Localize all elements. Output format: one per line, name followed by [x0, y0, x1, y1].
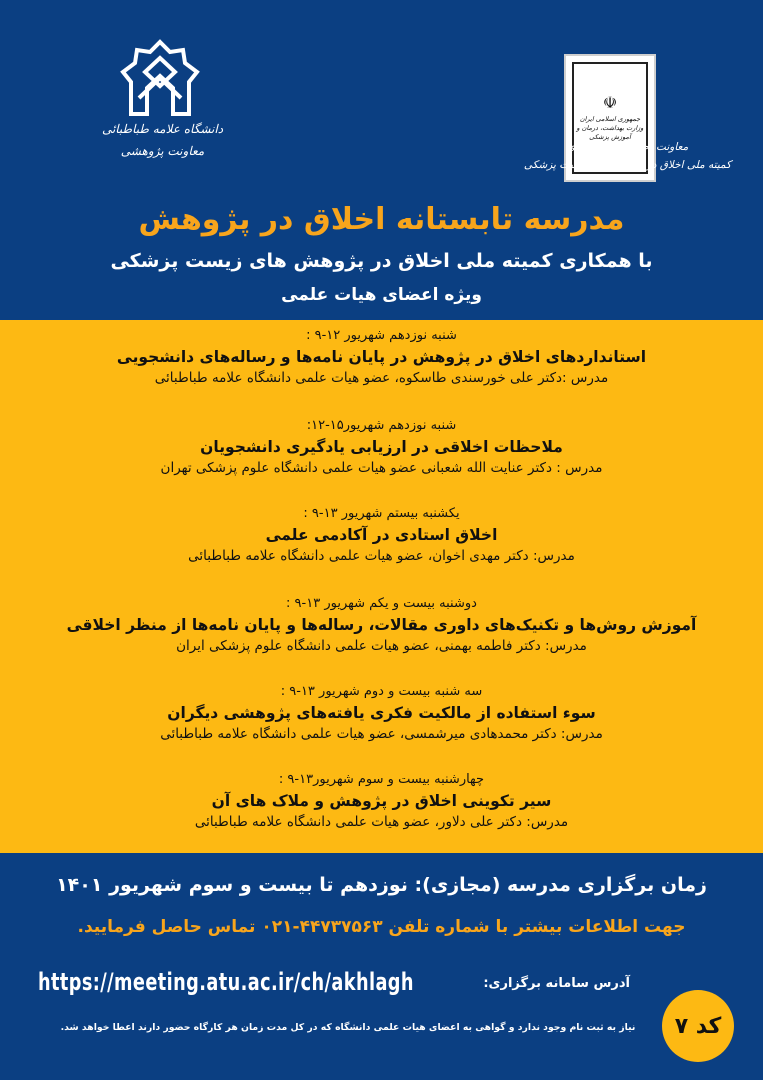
subtitle: با همکاری کمیته ملی اخلاق در پژوهش های زیست پزشکی: [110, 250, 653, 272]
session-title: آموزش روش‌ها و تکنیک‌های داوری مقالات، رساله‌ها و پایان نامه‌ها از منظر اخلاقی: [66, 616, 697, 634]
session-teacher: مدرس : دکتر عنایت الله شعبانی عضو هیات علمی دانشگاه علوم پزشکی تهران: [160, 460, 603, 476]
session-teacher: مدرس: دکتر محمدهادی میرشمسی، عضو هیات علمی دانشگاه علامه طباطبائی: [160, 726, 603, 742]
university-line2: معاونت پژوهشی: [120, 144, 205, 158]
session-teacher: مدرس: دکتر فاطمه بهمنی، عضو هیات علمی دانشگاه علوم پزشکی ایران: [176, 638, 587, 654]
atu-star-logo-icon: [115, 38, 205, 118]
session-teacher: مدرس: دکتر مهدی اخوان، عضو هیات علمی دانشگاه علامه طباطبائی: [188, 548, 575, 564]
session-item: [0, 416, 763, 479]
session-date: دوشنبه بیست و یکم شهریور ۱۳-۹ :: [286, 596, 477, 611]
session-title: سیر تکوینی اخلاق در پژوهش و ملاک های آن: [211, 792, 552, 810]
ministry-line2: کمیته ملی اخلاق در پژوهش های زیست پزشکی: [523, 159, 732, 171]
university-name: [95, 118, 230, 162]
ministry-box-line1: جمهوری اسلامی ایران: [579, 114, 641, 123]
session-item: [0, 504, 763, 567]
session-teacher: مدرس: دکتر علی دلاور، عضو هیات علمی دانشگاه علامه طباطبائی: [194, 814, 569, 830]
ministry-box-line2: وزارت بهداشت، درمان و آموزش پزشکی: [576, 123, 644, 141]
code-badge: کد ۷: [662, 990, 734, 1062]
session-title: استانداردهای اخلاق در پژوهش در پایان نامه‌ها و رساله‌های دانشجویی: [116, 348, 647, 366]
session-item: [0, 682, 763, 745]
certificate-note: نیاز به ثبت نام وجود ندارد و گواهی به اعضای هیات علمی دانشگاه که در کل مدت زمان هر کارگاه حضور دارند اعطا خواهد شد.: [60, 1022, 636, 1033]
session-title: ملاحظات اخلاقی در ارزیابی یادگیری دانشجویان: [200, 438, 563, 456]
session-item: [0, 326, 763, 389]
ministry-line1: معاونت تحقیقات و فن آوری: [566, 141, 689, 153]
session-date: چهارشنبه بیست و سوم شهریور۱۳-۹ :: [278, 772, 485, 787]
session-title: اخلاق استادی در آکادمی علمی: [265, 526, 498, 544]
session-date: شنبه نوزدهم شهریور۱۵-۱۲:: [306, 418, 457, 433]
meeting-url-link[interactable]: https://meeting.atu.ac.ir/ch/akhlagh: [38, 968, 414, 996]
session-item: [0, 770, 763, 833]
school-period: زمان برگزاری مدرسه (مجازی): نوزدهم تا بیست و سوم شهریور ۱۴۰۱: [56, 874, 707, 896]
ministry-caption: [520, 138, 735, 174]
session-date: سه شنبه بیست و دوم شهریور ۱۳-۹ :: [280, 684, 483, 699]
session-item: [0, 594, 763, 657]
page-title: مدرسه تابستانه اخلاق در پژوهش: [138, 202, 625, 237]
audience: ویژه اعضای هیات علمی: [281, 285, 482, 305]
university-line1: دانشگاه علامه طباطبائی: [101, 122, 224, 136]
session-teacher: مدرس :دکتر علی خورسندی طاسکوه، عضو هیات علمی دانشگاه علامه طباطبائی: [154, 370, 609, 386]
session-date: شنبه نوزدهم شهریور ۱۲-۹ :: [306, 328, 457, 343]
url-label: آدرس سامانه برگزاری:: [483, 976, 630, 991]
contact-info: جهت اطلاعات بیشتر با شماره تلفن ۴۴۷۳۷۵۶۳-۰۲۱ تماس حاصل فرمایید.: [77, 917, 686, 937]
session-date: یکشنبه بیستم شهریور ۱۳-۹ :: [303, 506, 460, 521]
iran-emblem-icon: ☫: [602, 92, 618, 112]
session-title: سوء استفاده از مالکیت فکری یافته‌های پژوهشی دیگران: [167, 704, 596, 722]
